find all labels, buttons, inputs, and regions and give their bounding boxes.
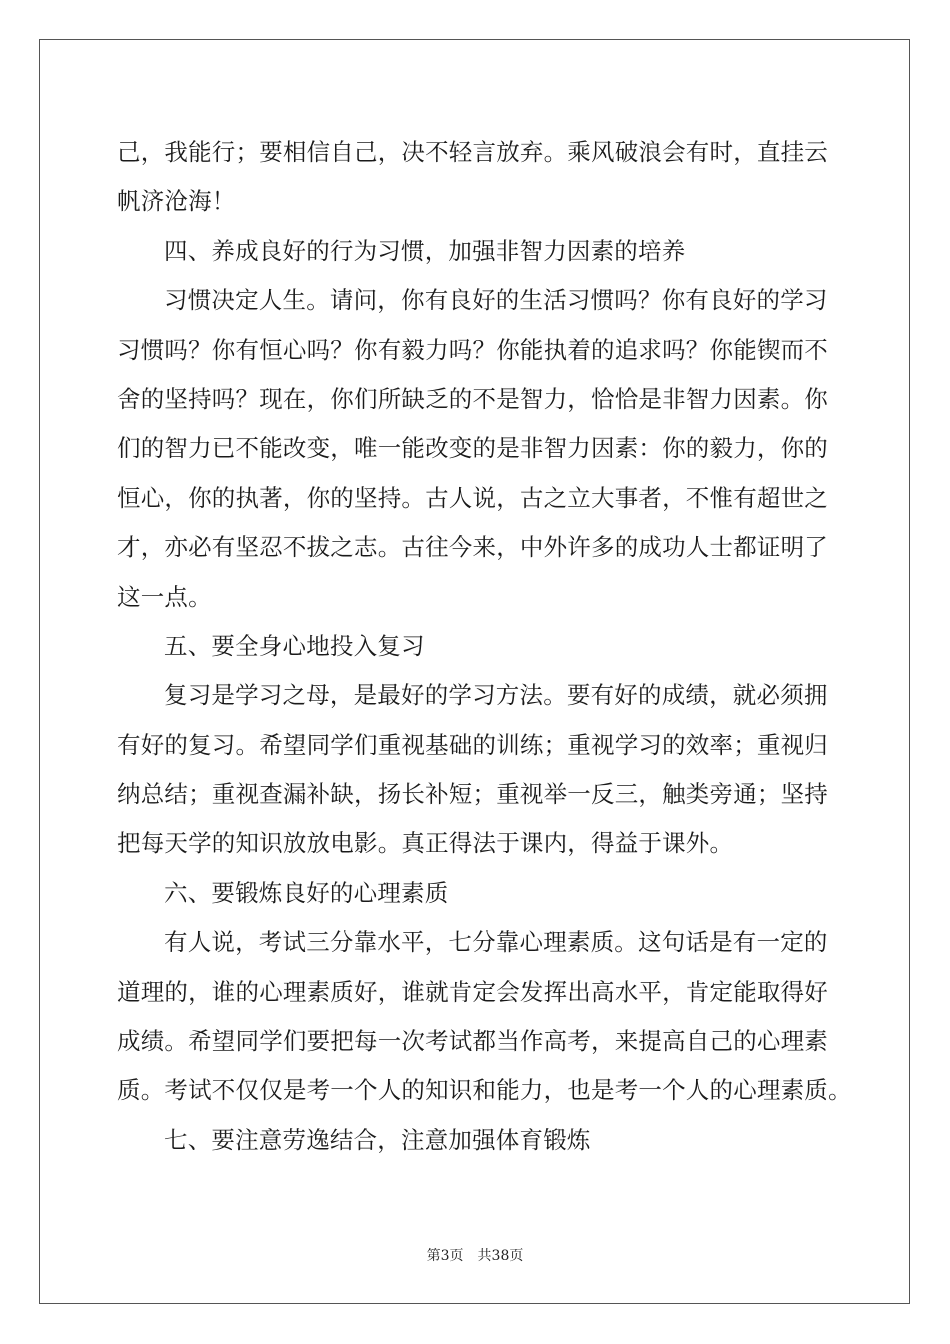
text-line: 质。考试不仅仅是考一个人的知识和能力，也是考一个人的心理素质。 — [117, 1076, 852, 1105]
section-heading-5: 五、要全身心地投入复习 — [164, 631, 425, 660]
text-line: 习惯决定人生。请问，你有良好的生活习惯吗？你有良好的学习 — [164, 286, 828, 315]
text-line: 这一点。 — [117, 582, 212, 611]
text-line: 复习是学习之母，是最好的学习方法。要有好的成绩，就必须拥 — [164, 681, 828, 710]
text-line: 们的智力已不能改变，唯一能改变的是非智力因素：你的毅力，你的 — [117, 434, 828, 463]
section-heading-7: 七、要注意劳逸结合，注意加强体育锻炼 — [164, 1125, 591, 1154]
section-heading-6: 六、要锻炼良好的心理素质 — [164, 878, 449, 907]
text-line: 成绩。希望同学们要把每一次考试都当作高考，来提高自己的心理素 — [117, 1027, 828, 1056]
page-number-footer: 第3页 共38页 — [426, 1248, 524, 1264]
text-line: 帆济沧海！ — [117, 187, 236, 216]
text-line: 才，亦必有坚忍不拔之志。古往今来，中外许多的成功人士都证明了 — [117, 533, 828, 562]
text-line: 道理的，谁的心理素质好，谁就肯定会发挥出高水平，肯定能取得好 — [117, 977, 828, 1006]
text-line: 有人说，考试三分靠水平，七分靠心理素质。这句话是有一定的 — [164, 928, 828, 957]
text-line: 舍的坚持吗？现在，你们所缺乏的不是智力，恰恰是非智力因素。你 — [117, 384, 828, 413]
text-line: 有好的复习。希望同学们重视基础的训练；重视学习的效率；重视归 — [117, 730, 828, 759]
text-line: 把每天学的知识放放电影。真正得法于课内，得益于课外。 — [117, 829, 734, 858]
text-line: 己，我能行；要相信自己，决不轻言放弃。乘风破浪会有时，直挂云 — [117, 138, 828, 166]
section-heading-4: 四、养成良好的行为习惯，加强非智力因素的培养 — [164, 236, 686, 265]
document-body — [117, 128, 852, 1165]
text-line: 习惯吗？你有恒心吗？你有毅力吗？你能执着的追求吗？你能锲而不 — [117, 335, 828, 364]
text-line: 纳总结；重视查漏补缺，扬长补短；重视举一反三，触类旁通；坚持 — [117, 780, 828, 809]
text-line: 恒心，你的执著，你的坚持。古人说，古之立大事者，不惟有超世之 — [117, 483, 828, 512]
